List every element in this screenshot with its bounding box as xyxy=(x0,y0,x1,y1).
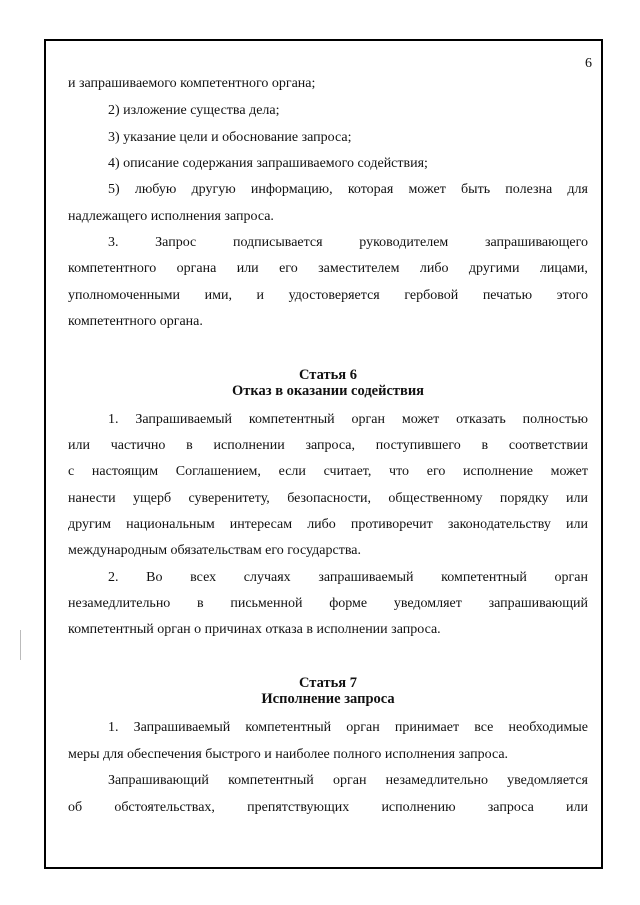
text-line: или частично в исполнении запроса, поступившего в соответствии xyxy=(68,438,588,453)
text-line: 1. Запрашиваемый компетентный орган принимает все необходимые xyxy=(108,720,588,735)
text-line: 3. Запрос подписывается руководителем запрашивающего xyxy=(108,235,588,250)
text-line: меры для обеспечения быстрого и наиболее полного исполнения запроса. xyxy=(68,747,509,762)
text-line: другим национальным интересам либо противоречит законодательству или xyxy=(68,517,588,532)
text-line: надлежащего исполнения запроса. xyxy=(68,209,274,224)
text-line: компетентного органа. xyxy=(68,314,203,329)
article-6-title: Статья 6 xyxy=(299,367,357,383)
text-line: международным обязательствам его государства. xyxy=(68,543,361,558)
text-line: 4) описание содержания запрашиваемого содействия; xyxy=(108,156,428,171)
text-line: 1. Запрашиваемый компетентный орган может отказать полностью xyxy=(108,412,588,427)
document-page xyxy=(68,0,592,905)
text-line: незамедлительно в письменной форме уведомляет запрашивающий xyxy=(68,596,588,611)
text-line: компетентный орган о причинах отказа в исполнении запроса. xyxy=(68,622,441,637)
text-line: Запрашивающий компетентный орган незамедлительно уведомляется xyxy=(108,773,588,788)
text-line: 3) указание цели и обоснование запроса; xyxy=(108,130,352,145)
text-line: компетентного органа или его заместителем либо другими лицами, xyxy=(68,261,588,276)
page-number: 6 xyxy=(585,56,592,71)
article-7-subtitle: Исполнение запроса xyxy=(261,691,395,707)
text-line: 2) изложение существа дела; xyxy=(108,103,280,118)
text-line: уполномоченными ими, и удостоверяется гербовой печатью этого xyxy=(68,288,588,303)
text-line: 5) любую другую информацию, которая может быть полезна для xyxy=(108,182,588,197)
scan-artifact xyxy=(20,630,21,660)
text-line: и запрашиваемого компетентного органа; xyxy=(68,76,316,91)
article-6-subtitle: Отказ в оказании содействия xyxy=(231,383,425,399)
article-7-title: Статья 7 xyxy=(299,675,357,691)
text-line: нанести ущерб суверенитету, безопасности, общественному порядку или xyxy=(68,491,588,506)
text-line: 2. Во всех случаях запрашиваемый компетентный орган xyxy=(108,570,588,585)
text-line: об обстоятельствах, препятствующих исполнению запроса или xyxy=(68,800,588,815)
text-line: с настоящим Соглашением, если считает, что его исполнение может xyxy=(68,464,588,479)
